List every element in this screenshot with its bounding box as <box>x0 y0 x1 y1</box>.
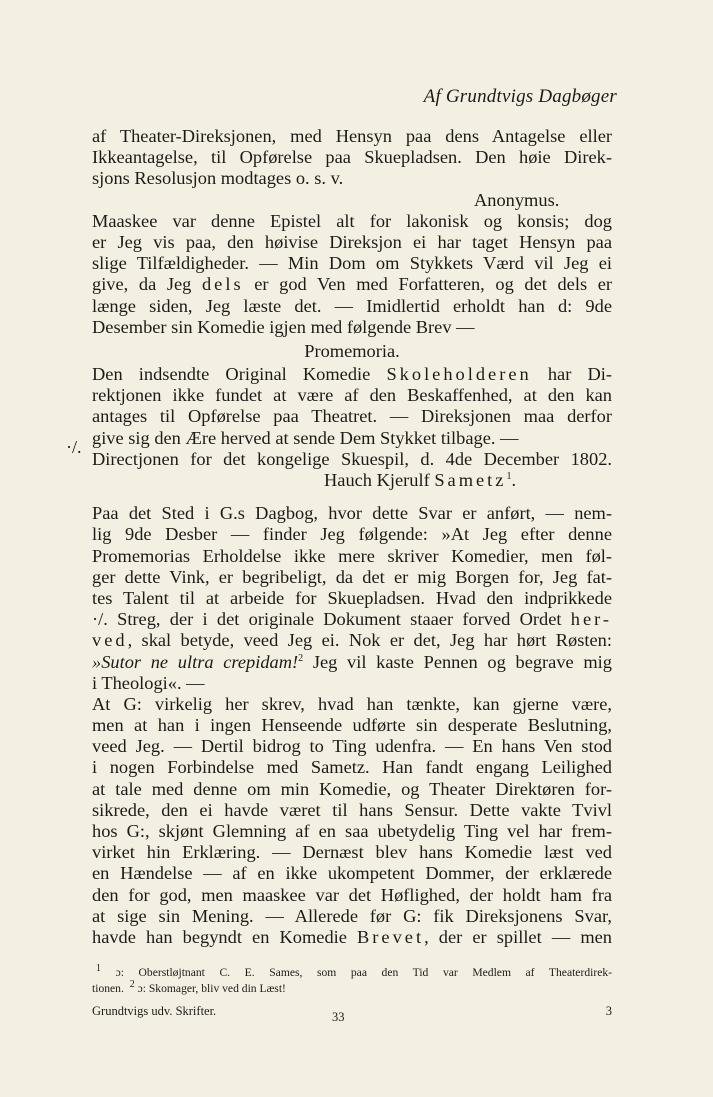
spaced-word: Sametz <box>434 470 507 490</box>
text-line: af Theater-Direksjonen, med Hensyn paa dens Antagelse eller <box>92 126 612 146</box>
text-line: sjons Resolusjon modtages o. s. v. <box>92 168 344 189</box>
text-segment: . <box>511 470 517 490</box>
text-line: er Jeg vis paa, den høivise Direksjon ei har taget Hensyn paa <box>92 231 612 252</box>
spaced-word: Brevet <box>357 926 425 947</box>
text-line: en Hændelse — af en ikke ukompetent Dommer, der erklærede <box>92 863 612 884</box>
text-segment: give, da Jeg <box>92 274 202 295</box>
text-segment: Hauch Kjerulf <box>324 470 435 490</box>
signatures-line <box>92 470 612 491</box>
text-line: lig 9de Desber — finder Jeg følgende: »At Jeg efter denne <box>92 524 612 545</box>
spaced-word: dels <box>201 274 244 295</box>
running-head: Af Grundtvigs Dagbøger <box>423 86 617 107</box>
spaced-word: her- <box>570 609 612 630</box>
text-line: at sige sin Mening. — Allerede før G: fik Direksjonens Svar, <box>92 905 612 926</box>
text-line: veed Jeg. — Dertil bidrog to Ting udenfra. — En hans Ven stod <box>92 736 612 757</box>
text-line: rektjonen ikke fundet at være af den Beskaffenhed, at den kan <box>92 385 612 406</box>
text-line: Maaskee var denne Epistel alt for lakonisk og konsis; dog <box>92 210 612 231</box>
text-line: den for god, men maaskee var det Høflighed, der holdt ham fra <box>92 884 612 905</box>
text-line: længe siden, Jeg læste det. — Imidlertid erholdt han d: 9de <box>92 295 612 316</box>
text-line: virket hin Erklæring. — Dernæst blev hans Komedie læst ved <box>92 842 612 863</box>
latin-quote: »Sutor ne ultra crepidam! <box>92 651 299 672</box>
text-line: give sig den Ære herved at sende Dem Stykket tilbage. — <box>92 427 519 448</box>
text-line: slige Tilfældigheder. — Min Dom om Stykkets Værd vil Jeg ei <box>92 253 612 274</box>
text-segment: havde han begyndt en Komedie <box>92 926 358 947</box>
footnote-number: 1 <box>96 963 101 975</box>
page-number: 33 <box>332 1010 345 1024</box>
text-line <box>92 630 612 651</box>
text-line: hos G:, skjønt Glemning af en saa ubetydelig Ting vel har frem- <box>92 821 612 841</box>
text-segment: ·/. Streg, der i det originale Dokument staaer forved Ordet <box>92 609 571 630</box>
spaced-word: ved <box>92 630 128 651</box>
body-text <box>92 126 612 948</box>
footnote-number: 2 <box>129 979 135 991</box>
paragraph-gap <box>92 491 612 503</box>
text-line: Desember sin Komedie igjen med følgende Brev — <box>92 316 475 337</box>
text-segment: , skal betyde, veed Jeg ei. Nok er det, Jeg har hørt Røsten: <box>127 630 612 651</box>
text-line: tes Talent til at arbeide for Skuepladsen. Hvad den indprikkede <box>92 587 612 608</box>
text-segment: har Di- <box>531 364 612 385</box>
footnote-ref: 1 <box>506 470 512 482</box>
footnote-1 <box>92 965 612 981</box>
text-line: Promemorias Erholdelse ikke mere skriver Komedier, men føl- <box>92 545 612 566</box>
promemoria-heading: Promemoria. <box>304 340 400 361</box>
text-line <box>92 609 612 630</box>
text-line: Directjonen for det kongelige Skuespil, d. 4de December 1802. <box>92 448 612 469</box>
text-line: At G: virkelig her skrev, hvad han tænkte, kan gjerne være, <box>92 693 612 714</box>
footnote-2 <box>92 981 612 997</box>
text-line: Paa det Sted i G.s Dagbog, hvor dette Svar er anført, — nem- <box>92 503 612 524</box>
text-segment: , der er spillet — men <box>424 926 612 947</box>
text-line <box>92 652 612 673</box>
text-line: i Theologi«. — <box>92 672 205 693</box>
margin-mark: ·/. <box>66 437 82 457</box>
footnote-text: ɔ: Oberstløjtnant C. E. Sames, som paa den Tid var Medlem af Theaterdirek- <box>115 966 612 979</box>
footnotes <box>92 965 612 997</box>
text-segment: Jeg vil kaste Pennen og begrave mig <box>303 651 612 672</box>
text-line: Ikkeantagelse, til Opførelse paa Skuepladsen. Den høie Direk- <box>92 147 612 168</box>
text-line <box>92 364 612 385</box>
footer-book-title: Grundtvigs udv. Skrifter. <box>92 1004 217 1018</box>
text-line <box>92 274 612 295</box>
text-line: antages til Opførelse paa Theatret. — Direksjonen maa derfor <box>92 406 612 427</box>
text-line: at tale med denne om min Komedie, og Theater Direktøren for- <box>92 778 612 799</box>
spaced-word: Skoleholderen <box>386 364 532 385</box>
footnote-text: tionen. <box>92 982 124 995</box>
page-footer <box>92 1004 612 1024</box>
text-line: men at han i ingen Henseende udførte sin desperate Beslutning, <box>92 715 612 736</box>
text-line: sikrede, den ei havde været til hans Sensur. Dette vakte Tvivl <box>92 799 612 820</box>
text-line: ger dette Vink, er begribeligt, da det er mig Borgen for, Jeg fat- <box>92 566 612 587</box>
text-line <box>92 927 612 948</box>
text-segment: er god Ven med Forfatteren, og det dels er <box>243 274 612 295</box>
text-line: i nogen Forbindelse med Sametz. Han fandt engang Leilighed <box>92 757 612 778</box>
signature-anonymus: Anonymus. <box>474 189 560 210</box>
text-segment: Den indsendte Original Komedie <box>92 364 387 385</box>
footnote-ref: 2 <box>298 652 304 664</box>
footnote-text: ɔ: Skomager, bliv ved din Læst! <box>137 982 286 995</box>
signature-number: 3 <box>605 1004 612 1018</box>
